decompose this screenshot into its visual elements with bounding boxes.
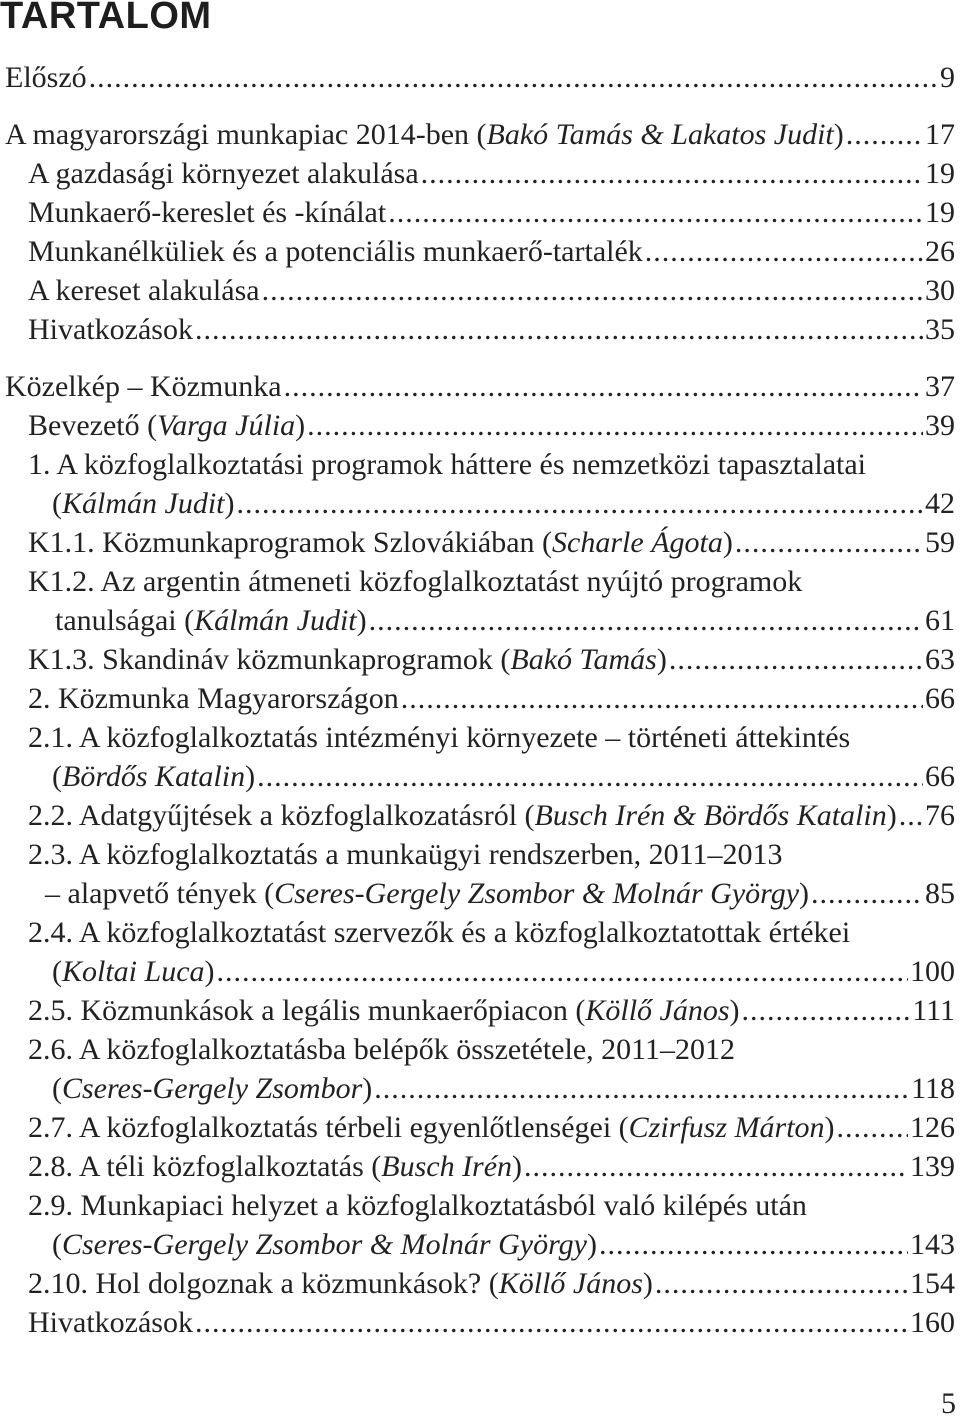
dot-leader xyxy=(388,193,923,232)
toc-entry-page: 111 xyxy=(912,994,955,1027)
toc-entry-title xyxy=(28,154,419,193)
toc-entry[interactable] xyxy=(28,991,955,1030)
toc-entry[interactable] xyxy=(28,154,955,193)
toc-entry-text: Hivatkozások xyxy=(28,1306,193,1339)
toc-entry-continued[interactable] xyxy=(28,835,783,874)
toc-entry-page: 66 xyxy=(925,760,955,793)
toc-entry-title xyxy=(28,232,643,271)
toc-entry-text: ) xyxy=(729,994,740,1027)
toc-entry-text: ( xyxy=(52,760,62,793)
toc-entry-text: Hivatkozások xyxy=(28,313,193,346)
toc-entry-text: 2.8. A téli közfoglalkoztatás ( xyxy=(28,1150,382,1183)
toc-entry-author: Cseres-Gergely Zsombor & Molnár György xyxy=(62,1228,587,1261)
toc-entry[interactable] xyxy=(28,271,955,310)
dot-leader xyxy=(369,601,923,640)
dot-leader xyxy=(401,679,923,718)
toc-entry-text: ) xyxy=(886,799,897,832)
dot-leader xyxy=(645,232,923,271)
toc-entry-title xyxy=(28,193,386,232)
dot-leader xyxy=(217,952,908,991)
toc-entry[interactable] xyxy=(28,1303,955,1342)
toc-entry-title xyxy=(55,601,367,640)
dot-leader xyxy=(257,757,923,796)
toc-entry-page: 139 xyxy=(910,1150,955,1183)
toc-entry-text: ) xyxy=(722,526,733,559)
toc-entry-text: ) xyxy=(362,1072,373,1105)
toc-entry-title xyxy=(28,271,260,310)
toc-entry-title xyxy=(45,874,809,913)
toc-entry-text: ) xyxy=(824,1111,835,1144)
toc-entry-page: 160 xyxy=(910,1306,955,1339)
toc-entry-text: Közelkép – Közmunka xyxy=(5,370,282,403)
toc-entry-text: 2.7. A közfoglalkoztatás térbeli egyenlőtlenségei ( xyxy=(28,1111,629,1144)
toc-entry[interactable] xyxy=(52,1225,955,1264)
dot-leader xyxy=(669,640,923,679)
toc-entry-text: ) xyxy=(833,118,844,151)
toc-entry[interactable] xyxy=(28,1264,955,1303)
dot-leader xyxy=(599,1225,908,1264)
toc-entry-text: A kereset alakulása xyxy=(28,274,260,307)
dot-leader xyxy=(195,310,923,349)
toc-entry[interactable] xyxy=(52,1069,955,1108)
dot-leader xyxy=(374,1069,909,1108)
toc-entry-text: 2.3. A közfoglalkoztatás a munkaügyi rendszerben, 2011–2013 xyxy=(28,838,783,871)
dot-leader xyxy=(262,271,923,310)
toc-entry-page: 59 xyxy=(925,526,955,559)
dot-leader xyxy=(735,523,923,562)
dot-leader xyxy=(237,484,924,523)
toc-entry-text: 1. A közfoglalkoztatási programok háttere és nemzetközi tapasztalatai xyxy=(28,448,867,481)
toc-entry-title xyxy=(28,1303,193,1342)
toc-entry-page: 100 xyxy=(910,955,955,988)
toc-entry-title xyxy=(52,484,235,523)
toc-entry-author: Koltai Luca xyxy=(62,955,205,988)
toc-entry-author: Bördős Katalin xyxy=(62,760,246,793)
toc-entry[interactable] xyxy=(28,679,955,718)
toc-entry-text: 2.9. Munkapiaci helyzet a közfoglalkoztatásból való kilépés után xyxy=(28,1189,807,1222)
toc-entry-title xyxy=(28,796,897,835)
toc-entry-text: ) xyxy=(295,409,306,442)
toc-entry-author: Köllő János xyxy=(585,994,730,1027)
toc-entry-author: Busch Irén xyxy=(381,1150,513,1183)
toc-entry-text: Munkaerő-kereslet és -kínálat xyxy=(28,196,387,229)
toc-entry-text: ( xyxy=(52,1228,62,1261)
toc-entry-text: 2.2. Adatgyűjtések a közfoglalkozatásról ( xyxy=(28,799,535,832)
toc-entry[interactable] xyxy=(52,757,955,796)
toc-entry-text: K1.1. Közmunkaprogramok Szlovákiában ( xyxy=(28,526,553,559)
toc-entry-title xyxy=(28,640,667,679)
toc-entry-text: ) xyxy=(799,877,810,910)
toc-entry-author: Czirfusz Márton xyxy=(628,1111,825,1144)
toc-entry-title xyxy=(28,1033,735,1066)
toc-entry-author: Bakó Tamás & Lakatos Judit xyxy=(486,118,834,151)
toc-entry-title xyxy=(28,310,193,349)
toc-entry[interactable] xyxy=(28,232,955,271)
toc-entry-title xyxy=(28,838,783,871)
toc-entry-title xyxy=(52,1225,597,1264)
toc-entry-continued[interactable] xyxy=(28,913,850,952)
dot-leader xyxy=(307,406,923,445)
toc-entry-text: 2.5. Közmunkások a legális munkaerőpiacon ( xyxy=(28,994,586,1027)
page-title: TARTALOM xyxy=(0,0,212,37)
dot-leader xyxy=(837,1108,908,1147)
toc-entry-title xyxy=(28,1189,807,1222)
toc-entry[interactable] xyxy=(28,523,955,562)
toc-entry-page: 19 xyxy=(925,157,955,190)
toc-entry-text: ) xyxy=(356,604,367,637)
dot-leader xyxy=(811,874,923,913)
toc-entry[interactable] xyxy=(28,640,955,679)
toc-entry-page: 85 xyxy=(925,877,955,910)
toc-entry-title xyxy=(5,58,87,97)
toc-entry-title xyxy=(28,679,399,718)
toc-entry-text: A gazdasági környezet alakulása xyxy=(28,157,419,190)
toc-entry[interactable] xyxy=(28,1108,955,1147)
toc-entry-page: 42 xyxy=(925,487,955,520)
toc-entry[interactable] xyxy=(28,796,955,835)
toc-entry-text: ) xyxy=(224,487,235,520)
toc-entry-title xyxy=(28,991,740,1030)
toc-entry-title xyxy=(5,367,282,406)
toc-entry-author: Cseres-Gergely Zsombor & Molnár György xyxy=(274,877,800,910)
toc-entry-text: A magyarországi munkapiac 2014-ben ( xyxy=(5,118,487,151)
toc-entry-page: 35 xyxy=(925,313,955,346)
toc-entry-text: ) xyxy=(204,955,215,988)
toc-entry-page: 26 xyxy=(925,235,955,268)
toc-entry-page: 9 xyxy=(940,61,955,94)
toc-entry-text: ) xyxy=(512,1150,523,1183)
toc-entry-title xyxy=(28,916,850,949)
dot-leader xyxy=(195,1303,908,1342)
dot-leader xyxy=(655,1264,908,1303)
dot-leader xyxy=(742,991,911,1030)
toc-entry[interactable] xyxy=(5,58,955,97)
toc-entry-continued[interactable] xyxy=(28,718,850,757)
toc-entry-author: Cseres-Gergely Zsombor xyxy=(62,1072,363,1105)
toc-entry-author: Bakó Tamás xyxy=(510,643,657,676)
toc-entry-text: Előszó xyxy=(5,61,87,94)
toc-entry-text: K1.3. Skandináv közmunkaprogramok ( xyxy=(28,643,511,676)
dot-leader xyxy=(846,115,923,154)
dot-leader xyxy=(284,367,923,406)
dot-leader xyxy=(524,1147,908,1186)
toc-entry[interactable] xyxy=(5,115,955,154)
toc-entry-text: ) xyxy=(642,1267,653,1300)
toc-entry-continued[interactable] xyxy=(28,1186,807,1225)
toc-entry[interactable] xyxy=(52,952,955,991)
toc-entry-title xyxy=(5,115,844,154)
toc-entry-title xyxy=(28,565,802,598)
toc-entry[interactable] xyxy=(55,601,955,640)
toc-entry-title xyxy=(28,721,850,754)
toc-entry-page: 17 xyxy=(925,118,955,151)
toc-entry-page: 126 xyxy=(910,1111,955,1144)
toc-entry-page: 30 xyxy=(925,274,955,307)
toc-entry-continued[interactable] xyxy=(28,1030,735,1069)
toc-entry[interactable] xyxy=(28,1147,955,1186)
dot-leader xyxy=(89,58,938,97)
toc-entry-text: tanulságai ( xyxy=(55,604,195,637)
toc-entry-author: Kálmán Judit xyxy=(62,487,225,520)
toc-entry-page: 143 xyxy=(910,1228,955,1261)
toc-entry-text: Munkanélküliek és a potenciális munkaerő-tartalék xyxy=(28,235,643,268)
toc-entry-text: 2.1. A közfoglalkoztatás intézményi környezete – történeti áttekintés xyxy=(28,721,851,754)
toc-entry-title xyxy=(28,523,733,562)
toc-entry-author: Scharle Ágota xyxy=(552,526,723,559)
toc-entry[interactable] xyxy=(5,367,955,406)
toc-entry-text: ) xyxy=(656,643,667,676)
toc-entry-text: Bevezető ( xyxy=(28,409,158,442)
toc-entry-text: 2.6. A közfoglalkoztatásba belépők összetétele, 2011–2012 xyxy=(28,1033,736,1066)
toc-entry[interactable] xyxy=(28,193,955,232)
toc-entry-page: 66 xyxy=(925,682,955,715)
toc-entry-title xyxy=(52,757,255,796)
toc-entry-text: 2.4. A közfoglalkoztatást szervezők és a közfoglalkoztatottak értékei xyxy=(28,916,851,949)
toc-entry[interactable] xyxy=(45,874,955,913)
toc-entry-author: Busch Irén & Bördős Katalin xyxy=(534,799,887,832)
toc-entry-text: ( xyxy=(52,487,62,520)
toc-entry-title xyxy=(28,1264,653,1303)
dot-leader xyxy=(421,154,923,193)
toc-entry-page: 63 xyxy=(925,643,955,676)
toc-entry-continued[interactable] xyxy=(28,445,866,484)
toc-entry[interactable] xyxy=(28,310,955,349)
toc-entry-text: ( xyxy=(52,955,62,988)
toc-entry[interactable] xyxy=(28,406,955,445)
toc-entry-page: 19 xyxy=(925,196,955,229)
toc-entry-continued[interactable] xyxy=(28,562,802,601)
toc-entry-author: Kálmán Judit xyxy=(194,604,357,637)
toc-entry-text: ) xyxy=(586,1228,597,1261)
page-number: 5 xyxy=(941,1387,956,1420)
toc-entry-title xyxy=(28,1147,522,1186)
toc-entry-title xyxy=(28,1108,835,1147)
dot-leader xyxy=(899,796,923,835)
toc-entry-text: ) xyxy=(245,760,256,793)
toc-entry-page: 37 xyxy=(925,370,955,403)
toc-entry-title xyxy=(28,448,866,481)
toc-entry-title xyxy=(52,952,215,991)
toc-entry-text: 2. Közmunka Magyarországon xyxy=(28,682,399,715)
toc-entry-page: 76 xyxy=(925,799,955,832)
toc-entry-title xyxy=(52,1069,372,1108)
toc-entry-text: K1.2. Az argentin átmeneti közfoglalkoztatást nyújtó programok xyxy=(28,565,803,598)
toc-entry-title xyxy=(28,406,305,445)
toc-entry-text: – alapvető tények ( xyxy=(45,877,275,910)
toc-entry[interactable] xyxy=(52,484,955,523)
toc-entry-author: Köllő János xyxy=(498,1267,643,1300)
toc-entry-page: 118 xyxy=(911,1072,955,1105)
toc-entry-text: 2.10. Hol dolgoznak a közmunkások? ( xyxy=(28,1267,499,1300)
toc-entry-author: Varga Júlia xyxy=(157,409,296,442)
toc-entry-text: ( xyxy=(52,1072,62,1105)
toc-entry-page: 61 xyxy=(925,604,955,637)
toc-entry-page: 39 xyxy=(925,409,955,442)
toc-entry-page: 154 xyxy=(910,1267,955,1300)
